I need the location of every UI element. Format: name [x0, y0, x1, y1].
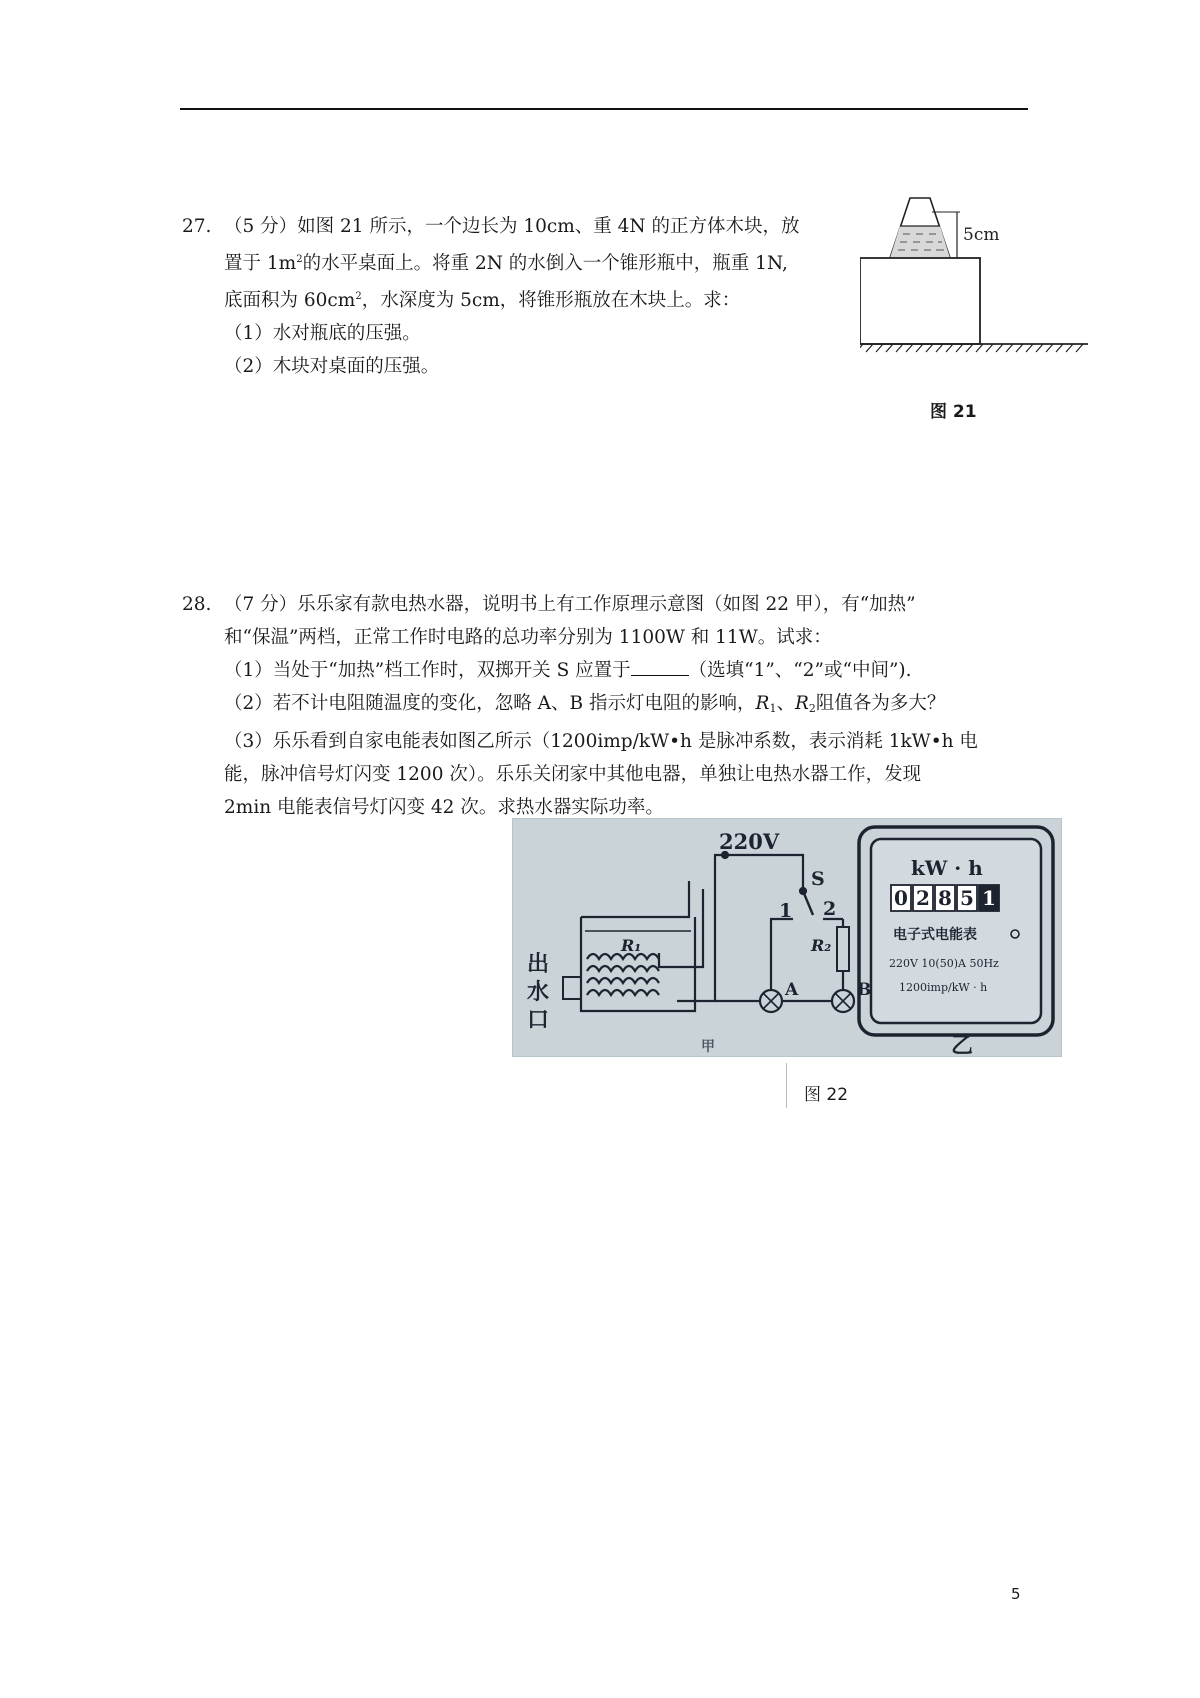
divider-tick [786, 1063, 787, 1108]
r1-symbol: R [755, 693, 770, 714]
question-27 [182, 210, 800, 383]
outlet-char-2: 水 [527, 979, 550, 1005]
figure-21 [860, 190, 1100, 364]
question-number: 27. [182, 216, 212, 237]
switch-pos-1: 1 [779, 900, 793, 922]
superscript-2: 2 [296, 254, 303, 265]
meter-digit: 2 [916, 886, 930, 910]
lamp-b-label: B [857, 980, 872, 1000]
q28-subquestion-2: （2）若不计电阻随温度的变化，忽略 A、B 指示灯电阻的影响， [224, 693, 756, 714]
q27-subquestion-2: （2）木块对桌面的压强。 [224, 356, 440, 377]
meter-digit: 8 [938, 886, 952, 910]
q28-line-7: 2min 电能表信号灯闪变 42 次。求热水器实际功率。 [224, 797, 664, 818]
q27-line-2b: 的水平桌面上。将重 2N 的水倒入一个锥形瓶中，瓶重 1N, [302, 253, 788, 274]
q28-line-6: 能，脉冲信号灯闪变 1200 次）。乐乐关闭家中其他电器，单独让电热水器工作，发现 [224, 764, 922, 785]
figure-22-photo [512, 818, 1062, 1057]
q28-subquestion-1-options: （选填“1”、“2”或“中间”). [688, 660, 912, 681]
voltage-label: 220V [719, 829, 780, 854]
depth-label: 5cm [963, 225, 1000, 245]
label-yi: 乙 [951, 1033, 974, 1056]
meter-spec: 220V 10(50)A 50Hz [889, 957, 999, 970]
q28-subquestion-3: （3）乐乐看到自家电能表如图乙所示（1200imp/kW•h 是脉冲系数，表示消耗 1kW•h 电 [224, 731, 978, 752]
label-jia: 甲 [701, 1039, 715, 1055]
q28-subquestion-1: （1）当处于“加热”档工作时，双掷开关 S 应置于 [224, 660, 631, 681]
q27-line-2a: 置于 1m [224, 253, 297, 274]
q27-line-1: （5 分）如图 21 所示，一个边长为 10cm、重 4N 的正方体木块，放 [224, 216, 800, 237]
flask-on-block-diagram [860, 190, 1100, 360]
answer-blank[interactable] [631, 659, 689, 676]
lamp-a-label: A [785, 980, 799, 1000]
question-28 [182, 588, 978, 824]
meter-digit: 1 [982, 886, 996, 910]
meter-unit: kW · h [911, 856, 983, 880]
switch-label: S [811, 868, 825, 890]
q27-line-3a: 底面积为 60cm [224, 290, 356, 311]
circuit-and-meter-diagram [513, 819, 1061, 1056]
r2-subscript: 2 [808, 702, 816, 715]
figure-21-caption: 图 21 [930, 402, 977, 422]
header-rule [180, 108, 1028, 110]
meter-name: 电子式电能表 [893, 927, 977, 943]
outlet-char-1: 出 [527, 951, 550, 977]
r1-subscript: 1 [769, 702, 777, 715]
r2-symbol: R [794, 693, 809, 714]
r2-label: R₂ [811, 936, 832, 955]
q28-subquestion-2-end: 阻值各为多大？ [815, 693, 946, 714]
superscript-2: 2 [355, 291, 362, 302]
q27-line-3b: ，水深度为 5cm，将锥形瓶放在木块上。求： [361, 290, 741, 311]
meter-digit: 5 [960, 886, 974, 910]
q27-subquestion-1: （1）水对瓶底的压强。 [224, 323, 421, 344]
outlet-char-3: 口 [527, 1007, 550, 1033]
page-number: 5 [1011, 1585, 1021, 1603]
question-number: 28. [182, 594, 212, 615]
meter-digit: 0 [894, 886, 908, 910]
q28-line-1: （7 分）乐乐家有款电热水器，说明书上有工作原理示意图（如图 22 甲），有“加热” [224, 594, 916, 615]
separator: 、 [776, 693, 795, 714]
figure-22-caption: 图 22 [804, 1085, 849, 1105]
q28-line-2: 和“保温”两档，正常工作时电路的总功率分别为 1100W 和 11W。试求： [224, 627, 832, 648]
switch-pos-2: 2 [823, 898, 837, 920]
electric-meter [859, 827, 1053, 1035]
meter-imp: 1200imp/kW · h [899, 981, 988, 994]
r1-label: R₁ [621, 936, 642, 955]
